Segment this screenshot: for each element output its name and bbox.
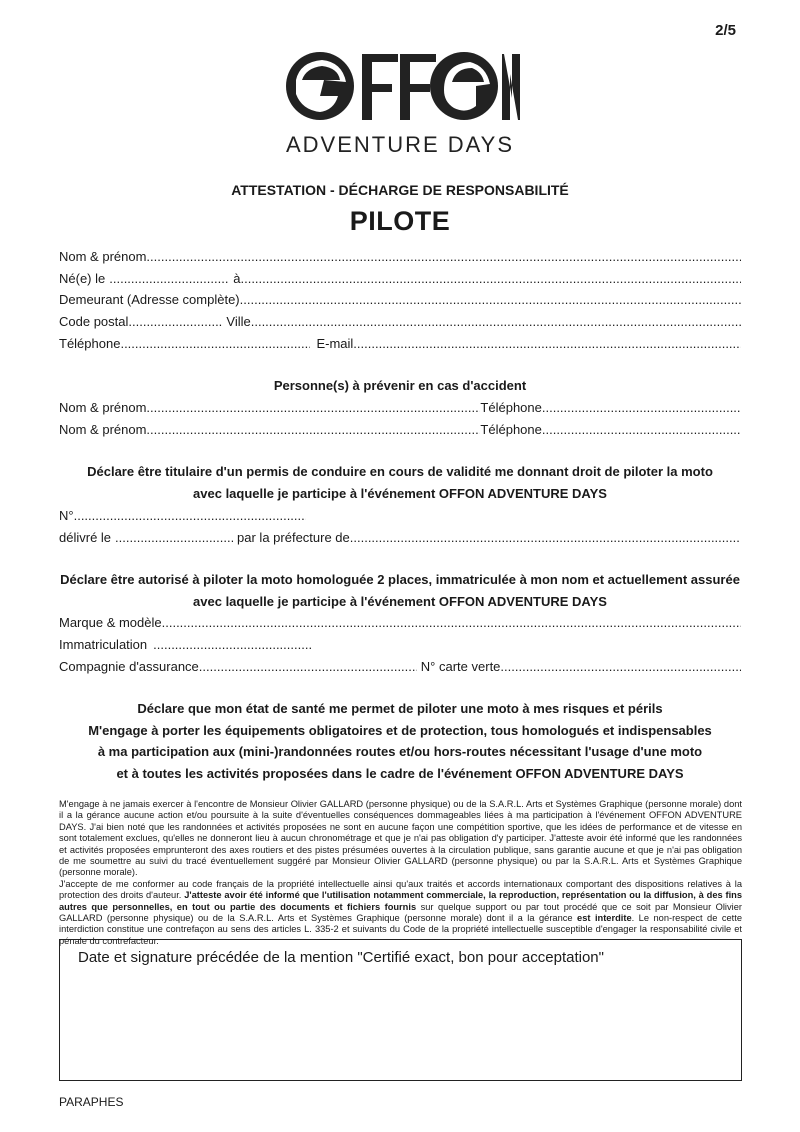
prefecture-label: par la préfecture de — [237, 530, 350, 545]
signature-box[interactable] — [59, 939, 742, 1081]
health-statement-line-2: M'engage à porter les équipements obligatoires et de protection, tous homologués et indispensables — [88, 723, 712, 738]
emergency-name-label: Nom & prénom — [59, 400, 147, 415]
logo-tagline: ADVENTURE DAYS — [285, 132, 515, 157]
name-label: Nom & prénom — [59, 249, 147, 264]
address-label: Demeurant (Adresse complète) — [59, 292, 240, 307]
license-number-label: N° — [59, 508, 74, 523]
postal-code-label: Code postal — [59, 314, 129, 329]
offon-logo-graphic — [280, 50, 520, 158]
phone-label: Téléphone — [59, 336, 121, 351]
make-model-label: Marque & modèle — [59, 615, 162, 630]
address-field[interactable] — [59, 291, 741, 309]
document-subtitle: PILOTE — [349, 206, 451, 236]
license-issue-field[interactable] — [59, 529, 741, 547]
city-label: Ville — [226, 314, 251, 329]
legal-paragraph-1: M'engage à ne jamais exercer à l'encontre de Monsieur Olivier GALLARD (personne physique) ou de la S.A.R.L. Arts et Systèmes Graphique (personne morale) dont il a la gérance aucune action et/ou poursuite à la suite d'éventuelles conséquences dommageables liées à ma participation à l'événement OFFON ADVENTURE DAYS. J'ai bien noté que les randonnées et activités proposées ne sont en aucune façon une compétition sportive, que les idées de performance et de vitesse en sont totalement exclues, qu'elles ne donneront lieu à aucun chronométrage et que je n'ai pas obligation d'y participer. J'atteste avoir été informé que les randonnées et activités proposées emprunteront des axes routiers et des pistes présumées ouvertes à la circulation publique, sans garantie aucune et que je n'ai pas obligation de me soumettre au suivi du tracé éventuellement suggéré par Monsieur Olivier GALLARD (personne physique) ou par la S.A.R.L. Arts et Systèmes Graphique (personne morale). — [59, 799, 742, 878]
license-number-field[interactable] — [59, 507, 741, 525]
vehicle-statement-line-1: Déclare être autorisé à piloter la moto homologuée 2 places, immatriculée à mon nom et actuellement assurée — [60, 572, 740, 587]
legal-disclaimer — [59, 799, 742, 947]
vehicle-statement-line-2: avec laquelle je participe à l'événement OFFON ADVENTURE DAYS — [193, 594, 607, 609]
emergency-phone-label: Téléphone — [480, 422, 542, 437]
postal-city-field[interactable] — [59, 313, 741, 331]
page-number: 2/5 — [715, 22, 736, 39]
document-title: ATTESTATION - DÉCHARGE DE RESPONSABILITÉ — [231, 182, 569, 198]
email-label: E-mail — [316, 336, 354, 351]
license-statement-line-1: Déclare être titulaire d'un permis de conduire en cours de validité me donnant droit de piloter la moto — [87, 464, 713, 479]
emergency-heading: Personne(s) à prévenir en cas d'accident — [273, 378, 527, 393]
emergency-contact-1[interactable] — [59, 399, 741, 417]
registration-label: Immatriculation — [59, 637, 148, 652]
license-statement-line-2: avec laquelle je participe à l'événement OFFON ADVENTURE DAYS — [193, 486, 607, 501]
signature-label: Date et signature précédée de la mention "Certifié exact, bon pour acceptation" — [78, 949, 604, 966]
birth-field[interactable] — [59, 270, 741, 288]
health-statement-line-1: Déclare que mon état de santé me permet de piloter une moto à mes risques et périls — [137, 701, 663, 716]
emergency-contact-2[interactable] — [59, 421, 741, 439]
green-card-label: N° carte verte — [420, 659, 501, 674]
emergency-phone-label: Téléphone — [480, 400, 542, 415]
license-issued-label: délivré le — [59, 530, 112, 545]
health-statement-line-3: à ma participation aux (mini-)randonnées routes et/ou hors-routes nécessitant l'usage d'une moto — [97, 744, 703, 759]
insurer-label: Compagnie d'assurance — [59, 659, 199, 674]
make-model-field[interactable] — [59, 614, 741, 632]
birth-place-label: à — [233, 271, 241, 286]
insurance-field[interactable] — [59, 658, 741, 676]
emergency-name-label: Nom & prénom — [59, 422, 147, 437]
birth-date-label: Né(e) le — [59, 271, 106, 286]
registration-field[interactable] — [59, 636, 741, 654]
legal-paragraph-2: J'accepte de me conformer au code français de la propriété intellectuelle ainsi qu'aux traités et accords internationaux comportant des dispositions relatives à la protection des droits d'auteur. J'atteste avoir été informé que l'utilisation notamment commerciale, la reproduction, représentation ou la diffusion, à des fins autres que personnelles, en tout ou partie des documents et fichiers fournis sur quelque support ou par tout procédé que ce soit par Monsieur Olivier GALLARD (personne physique) ou de la S.A.R.L. Arts et Systèmes Graphique (personne morale) dont il a la gérance est interdite. Le non-respect de cette interdiction constitue une contrefaçon au sens des articles L. 335-2 et suivants du Code de la propriété intellectuelle susceptible d'engager la responsabilité civile et pénale du contrefacteur. — [59, 878, 743, 946]
phone-email-field[interactable] — [59, 335, 741, 353]
offon-logo — [0, 50, 800, 160]
health-statement-line-4: et à toutes les activités proposées dans le cadre de l'événement OFFON ADVENTURE DAYS — [116, 766, 684, 781]
paraphes-label: PARAPHES — [59, 1095, 124, 1109]
name-field[interactable] — [59, 248, 741, 266]
